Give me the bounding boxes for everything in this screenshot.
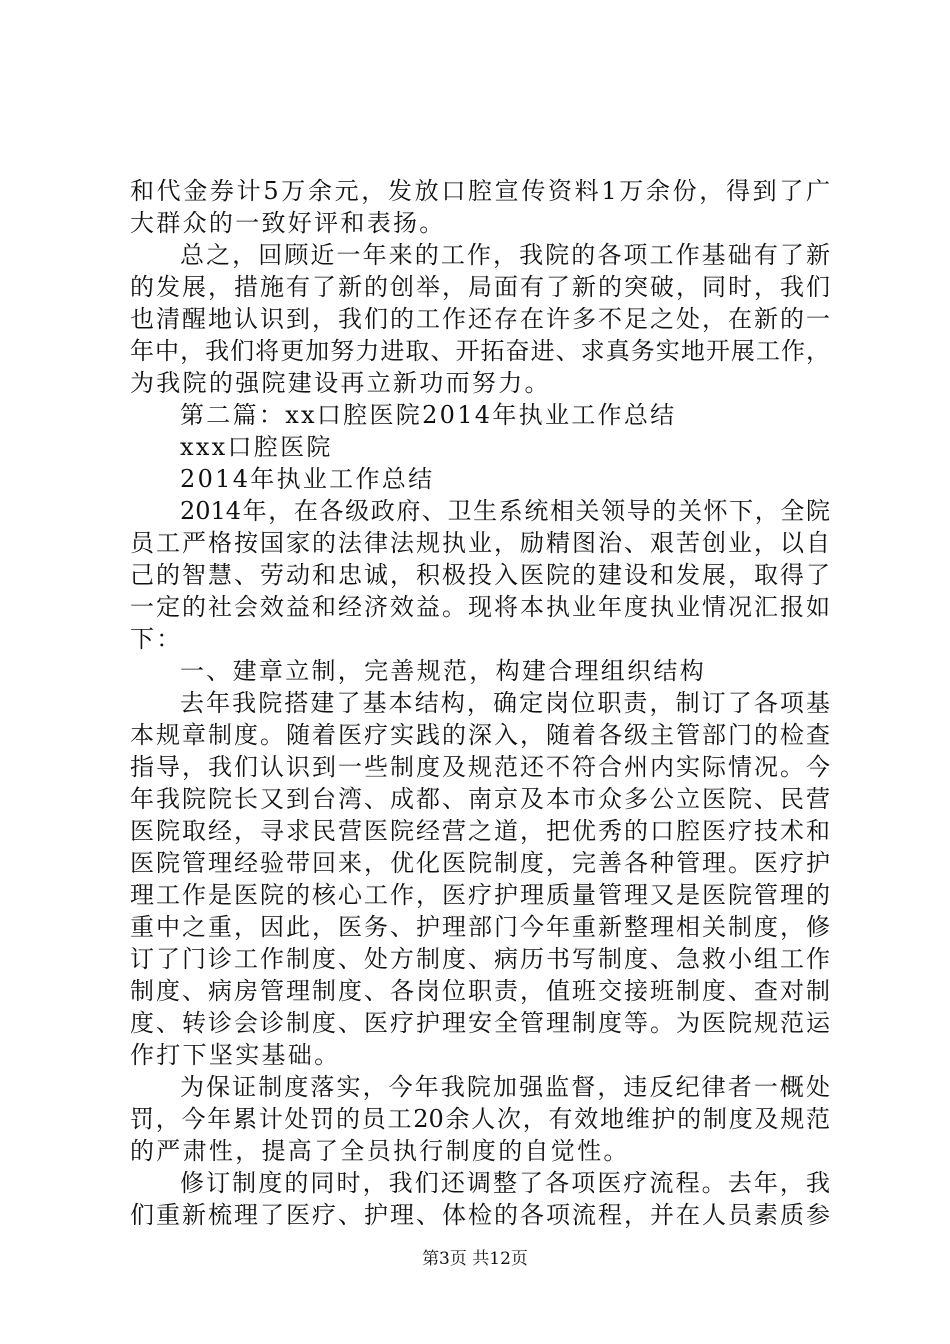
text-line: 制度、病房管理制度、各岗位职责，值班交接班制度、查对制: [130, 977, 830, 1005]
text-line: 去年我院搭建了基本结构，确定岗位职责，制订了各项基: [180, 689, 830, 717]
document-body: [130, 175, 830, 1231]
text-line: 下：: [130, 625, 183, 653]
text-line: 大群众的一致好评和表扬。: [130, 209, 446, 237]
text-line: 和代金券计5万余元，发放口腔宣传资料1万余份，得到了广: [130, 177, 830, 205]
text-line: 的发展，措施有了新的创举，局面有了新的突破，同时，我们: [130, 273, 830, 301]
text-line: 员工严格按国家的法律法规执业，励精图治、艰苦创业，以自: [130, 529, 830, 557]
text-line: 为我院的强院建设再立新功而努力。: [130, 369, 551, 397]
text-line: 一、建章立制，完善规范，构建合理组织结构: [180, 657, 706, 685]
text-line: 为保证制度落实，今年我院加强监督，违反纪律者一概处: [180, 1073, 830, 1101]
text-line: 度、转诊会诊制度、医疗护理安全管理制度等。为医院规范运: [130, 1009, 830, 1037]
text-line: 总之，回顾近一年来的工作，我院的各项工作基础有了新: [180, 241, 830, 269]
text-line: 指导，我们认识到一些制度及规范还不符合州内实际情况。今: [130, 753, 830, 781]
text-line: 重中之重，因此，医务、护理部门今年重新整理相关制度，修: [130, 913, 830, 941]
text-line: 医院取经，寻求民营医院经营之道，把优秀的口腔医疗技术和: [130, 817, 830, 845]
text-line: 作打下坚实基础。: [130, 1041, 341, 1069]
text-line: 罚，今年累计处罚的员工20余人次，有效地维护的制度及规范: [130, 1105, 830, 1133]
text-line: 订了门诊工作制度、处方制度、病历书写制度、急救小组工作: [130, 945, 830, 973]
text-line: 2014年执业工作总结: [180, 465, 435, 493]
text-line: 年我院院长又到台湾、成都、南京及本市众多公立医院、民营: [130, 785, 830, 813]
text-line: 第二篇：xx口腔医院2014年执业工作总结: [180, 401, 677, 429]
page-footer: 第3页 共12页: [422, 1249, 528, 1269]
text-line: 医院管理经验带回来，优化医院制度，完善各种管理。医疗护: [130, 849, 830, 877]
text-line: 年中，我们将更加努力进取、开拓奋进、求真务实地开展工作，: [130, 337, 830, 365]
text-line: 修订制度的同时，我们还调整了各项医疗流程。去年，我: [180, 1169, 830, 1197]
text-line: xxx口腔医院: [180, 433, 333, 461]
text-line: 己的智慧、劳动和忠诚，积极投入医院的建设和发展，取得了: [130, 561, 830, 589]
text-line: 也清醒地认识到，我们的工作还存在许多不足之处，在新的一: [130, 305, 830, 333]
text-line: 2014年，在各级政府、卫生系统相关领导的关怀下，全院: [180, 497, 830, 525]
text-line: 理工作是医院的核心工作，医疗护理质量管理又是医院管理的: [130, 881, 830, 909]
text-line: 的严肃性，提高了全员执行制度的自觉性。: [130, 1137, 630, 1165]
text-line: 们重新梳理了医疗、护理、体检的各项流程，并在人员素质参: [130, 1201, 830, 1229]
text-line: 本规章制度。随着医疗实践的深入，随着各级主管部门的检查: [130, 721, 830, 749]
text-line: 一定的社会效益和经济效益。现将本执业年度执业情况汇报如: [130, 593, 830, 621]
